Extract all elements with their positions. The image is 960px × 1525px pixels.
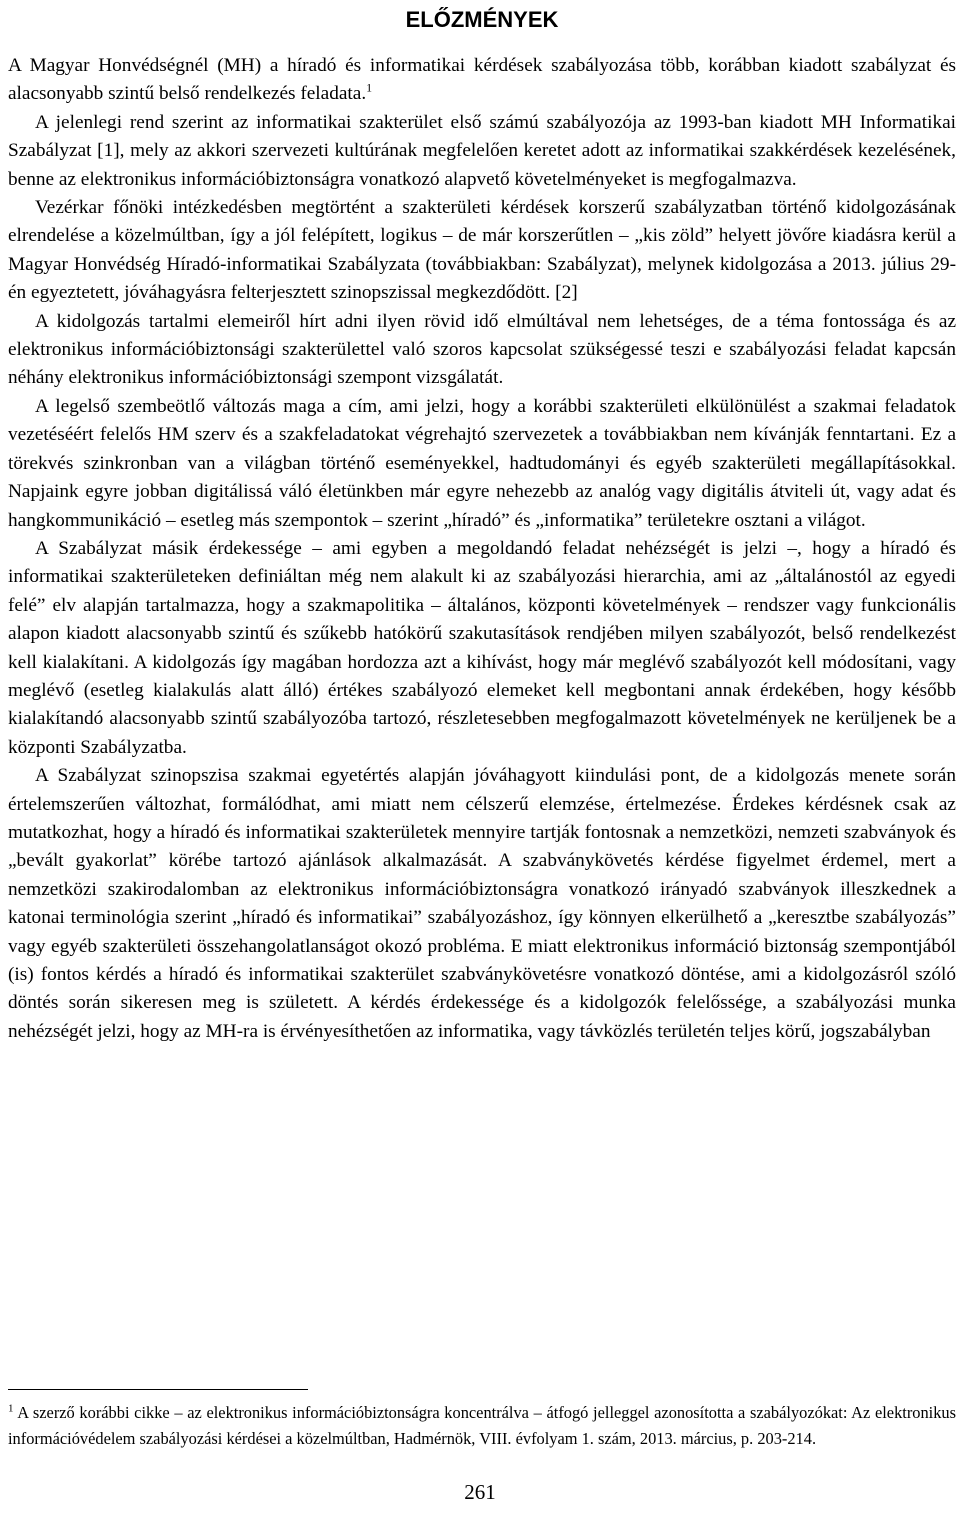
paragraph-synopsis: A Szabályzat szinopszisa szakmai egyetértés alapján jóváhagyott kiindulási pont, de a kidolgozás menete során értelemszerűen változhat, formálódhat, ami miatt nem célszerű elemzése, értelmezése. Érdekes kérdésnek csak az mutatkozhat, hogy a híradó és informatikai szakterületek mennyire tartják fontosnak a nemzetközi, nemzeti szabványok és „bevált gyakorlat” körébe tartozó ajánlások alkalmazását. A szabványkövetés kérdése figyelmet érdemel, mert a nemzetközi szakirodalomban az elektronikus információbiztonságra vonatkozó irányadó szabványok illeszkednek a katonai terminológia szerint „híradó és informatikai” szabályozáshoz, így könnyen elkerülhető a „keresztbe szabályozás” vagy egyéb szakterületi összehangolatlanságot okozó probléma. E miatt elektronikus információ biztonság szempontjából (is) fontos kérdés a híradó és informatikai szakterület szabványkövetésre vonatkozó döntése, ami a kidolgozásról szóló döntés során sikeresen meg is született. A kérdés érdekessége és a kidolgozók felelőssége, a szabályozási munka nehézségét jelzi, hogy az MH-ra is érvényesíthetően az informatika, vagy távközlés területén teljes körű, jogszabályban: [8, 765, 956, 1042]
page-number: 261: [464, 1480, 496, 1504]
footnote-reference[interactable]: 1: [366, 80, 373, 95]
paragraph-new-regulation: Vezérkar főnöki intézkedésben megtörtént a szakterületi kérdések korszerű szabályzatban történő kidolgozásának elrendelése a közelmúltban, így a jól felépített, logikus – de már korszerűtlen – „kis zöld” helyett jövőre kiadásra kerül a Magyar Honvédség Híradó-informatikai Szabályzata (továbbiakban: Szabályzat), melynek kidolgozása a 2013. július 29-én egyeztetett, jóváhagyásra felterjesztett szinopszissal megkezdődött. [2]: [8, 197, 956, 304]
footnote: [8, 1400, 956, 1452]
paragraph-hierarchy: A Szabályzat másik érdekessége – ami egyben a megoldandó feladat nehézségét is jelzi –, hogy a híradó és informatikai szakterületeken definiáltan még nem alakult ki az szabályozási hierarchia, ami az „általánostól az egyedi felé” elv alapján tartalmazza, hogy a szakmapolitika – általános, központi követelmények – rendszer vagy funkcionális alapon kiadott alacsonyabb szintű és szűkebb hatókörű szakutasítások rendjében milyen szabályozót, belső rendelkezést kell kialakítani. A kidolgozás így magában hordozza azt a kihívást, hogy már meglévő szabályozót kell módosítani, vagy meglévő (esetleg kialakulás alatt álló) értékes szabályozó elemeket kell megbontani annak érdekében, hogy később kialakítandó alacsonyabb szintű szabályozóba tartozó, részletesebben megfogalmazott követelmények ne kerüljenek be a központi Szabályzatba.: [8, 537, 956, 758]
footnote-mark: 1: [8, 1402, 14, 1415]
paragraph-intro-text: A Magyar Honvédségnél (MH) a híradó és informatikai kérdések szabályozása több, korábban kiadott szabályzat és alacsonyabb szintű belső rendelkezés feladata.: [8, 55, 956, 105]
footnote-separator: [8, 1389, 308, 1390]
footnote-text: A szerző korábbi cikke – az elektronikus információbiztonságra koncentrálva – átfogó jelleggel azonosította a szabályozókat: Az elektronikus információvédelem szabályozási kérdései a közelmúltban, Hadmérnök, VIII. évfolyam 1. szám, 2013. március, p. 203-214.: [8, 1403, 956, 1448]
paragraph-title-change: A legelső szembeötlő változás maga a cím, ami jelzi, hogy a korábbi szakterületi elkülönülést a szakmai feladatok vezetéséért felelős HM szerv és a szakfeladatokat végrehajtó szervezetek a továbbiakban nem kívánják fenntartani. Ez a törekvés szinkronban van a világban történő eseményekkel, hadtudományi és egyéb szakterületi megállapításokkal. Napjaink egyre jobban digitálissá váló életünkben már egyre nehezebb az analóg vagy digitális átviteli út, vagy adat és hangkommunikáció – esetleg más szempontok – szerint „híradó” és „informatika” területekre osztani a világot.: [8, 395, 956, 531]
document-page: [8, 0, 956, 1046]
paragraph-intro: [8, 52, 956, 109]
paragraph-content-elements: A kidolgozás tartalmi elemeiről hírt adni ilyen rövid idő elmúltával nem lehetséges, de a téma fontossága és az elektronikus információbiztonsági szakterülettel való szoros kapcsolat szükségessé teszi e szabályozási feladat kapcsán néhány elektronikus információbiztonsági szempont vizsgálatát.: [8, 310, 956, 389]
paragraph-current-regulation: A jelenlegi rend szerint az informatikai szakterület első számú szabályozója az 1993-ban kiadott MH Informatikai Szabályzat [1], mely az akkori szervezeti kultúrának megfelelően keretet adott az informatikai szakkérdések kezelésének, benne az elektronikus információbiztonságra vonatkozó alapvető követelményeket is megfogalmazva.: [8, 111, 956, 190]
section-title: ELŐZMÉNYEK: [405, 7, 559, 32]
